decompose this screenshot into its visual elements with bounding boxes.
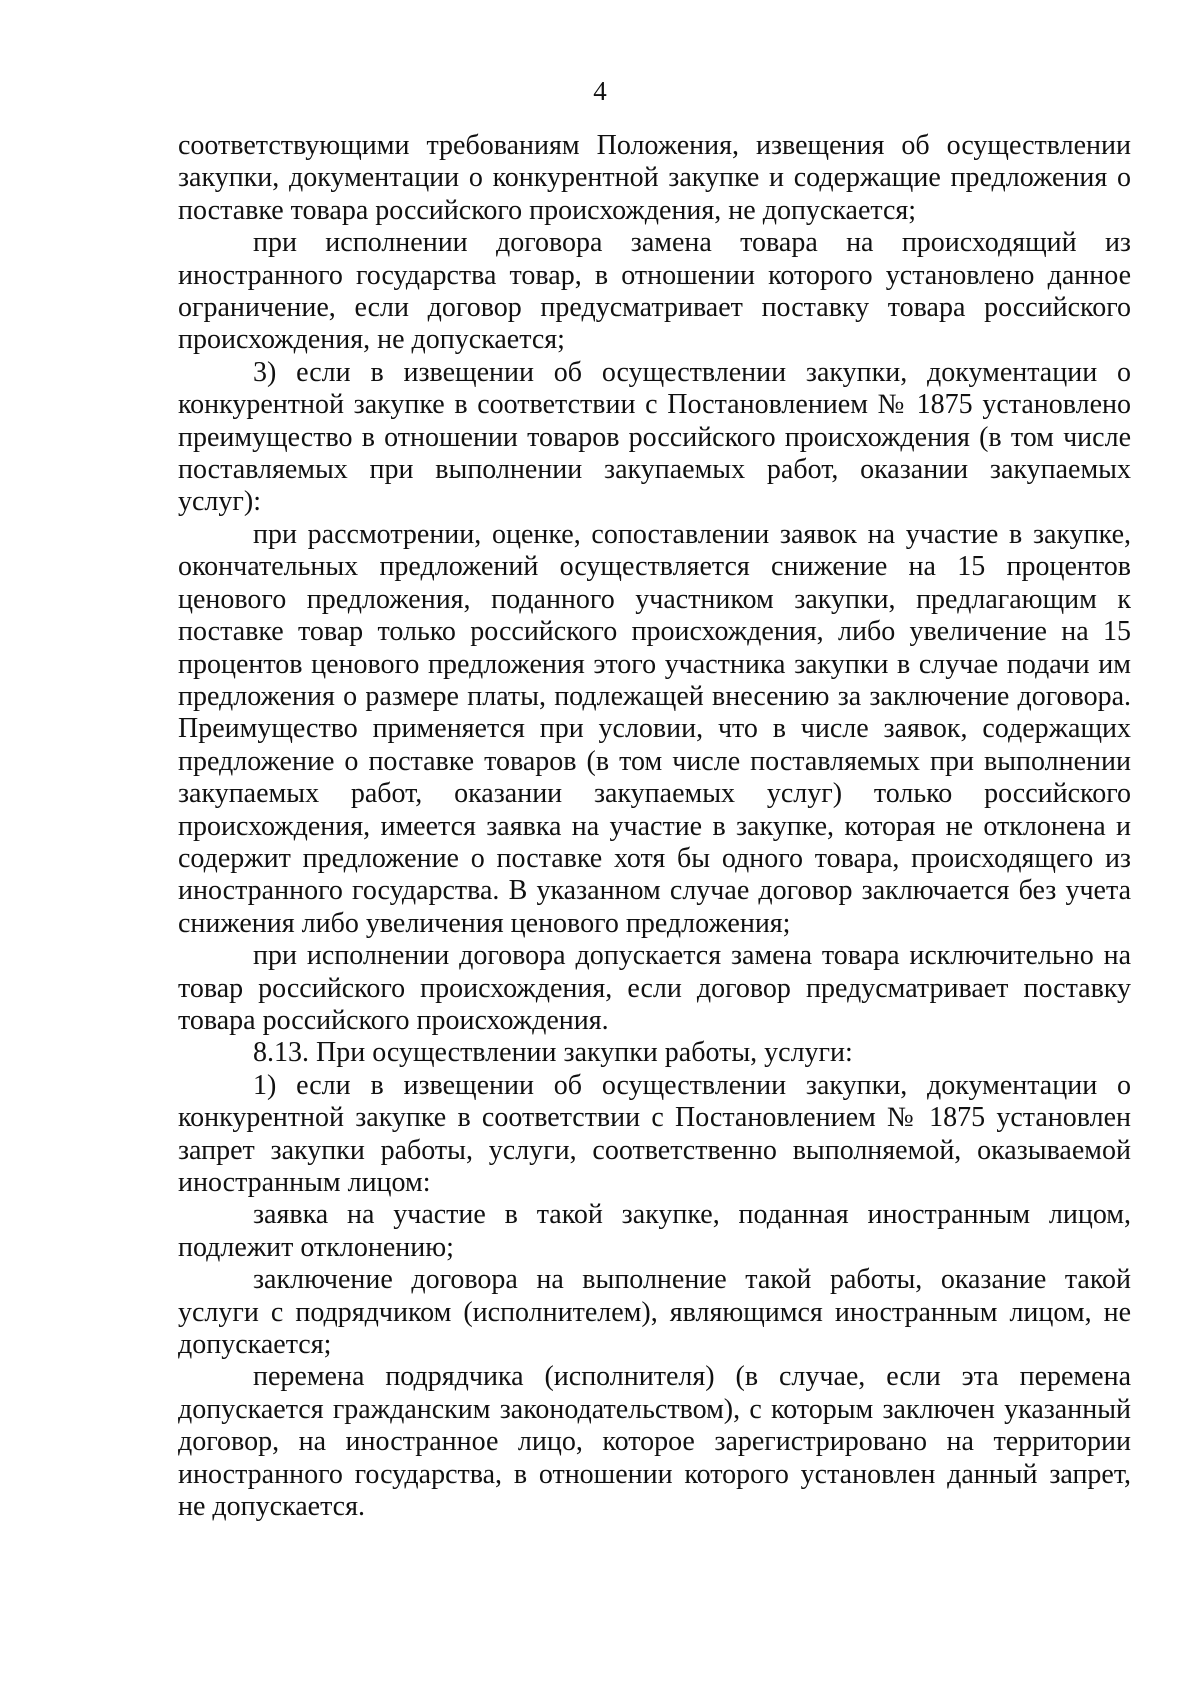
paragraph-contractor-change-ban: перемена подрядчика (исполнителя) (в случае, если эта перемена допускается гражданским законодательством), с которым заключен указанный договор, на иностранное лицо, которое зарегистрировано на территории иностранного государства, в отношении которого установлен данный запрет, не допускается. [178, 1361, 1131, 1523]
paragraph-continuation: соответствующими требованиям Положения, извещения об осуществлении закупки, документации о конкурентной закупке и содержащие предложения о поставке товара российского происхождения, не допускается; [178, 130, 1131, 226]
paragraph-replacement-allowed: при исполнении договора допускается замена товара исключительно на товар российского происхождения, если договор предусматривает поставку товара российского происхождения. [178, 940, 1131, 1036]
document-body [178, 130, 1131, 1523]
paragraph-item-1-ban: 1) если в извещении об осуществлении закупки, документации о конкурентной закупке в соответствии с Постановлением № 1875 установлен запрет закупки работы, услуги, соответственно выполняемой, оказываемой иностранным лицом: [178, 1069, 1131, 1198]
paragraph-replacement-ban: при исполнении договора замена товара на происходящий из иностранного государства товар, в отношении которого установлено данное ограничение, если договор предусматривает поставку товара российского происхождения, не допускается; [178, 227, 1131, 356]
paragraph-price-reduction: при рассмотрении, оценке, сопоставлении заявок на участие в закупке, окончательных предложений осуществляется снижение на 15 процентов ценового предложения, поданного участником закупки, предлагающим к поставке товар только российского происхождения, либо увеличение на 15 процентов ценового предложения этого участника закупки в случае подачи им предложения о размере платы, подлежащей внесению за заключение договора. Преимущество применяется при условии, что в числе заявок, содержащих предложение о поставке товаров (в том числе поставляемых при выполнении закупаемых работ, оказании закупаемых услуг) только российского происхождения, имеется заявка на участие в закупке, которая не отклонена и содержит предложение о поставке хотя бы одного товара, происходящего из иностранного государства. В указанном случае договор заключается без учета снижения либо увеличения ценового предложения; [178, 518, 1131, 939]
paragraph-item-3-preference: 3) если в извещении об осуществлении закупки, документации о конкурентной закупке в соответствии с Постановлением № 1875 установлено преимущество в отношении товаров российского происхождения (в том числе поставляемых при выполнении закупаемых работ, оказании закупаемых услуг): [178, 356, 1131, 518]
page-number: 4 [593, 76, 607, 106]
paragraph-section-8-13: 8.13. При осуществлении закупки работы, услуги: [253, 1037, 853, 1069]
paragraph-application-rejection: заявка на участие в такой закупке, поданная иностранным лицом, подлежит отклонению; [178, 1199, 1131, 1263]
paragraph-contract-ban: заключение договора на выполнение такой работы, оказание такой услуги с подрядчиком (исполнителем), являющимся иностранным лицом, не допускается; [178, 1264, 1131, 1361]
